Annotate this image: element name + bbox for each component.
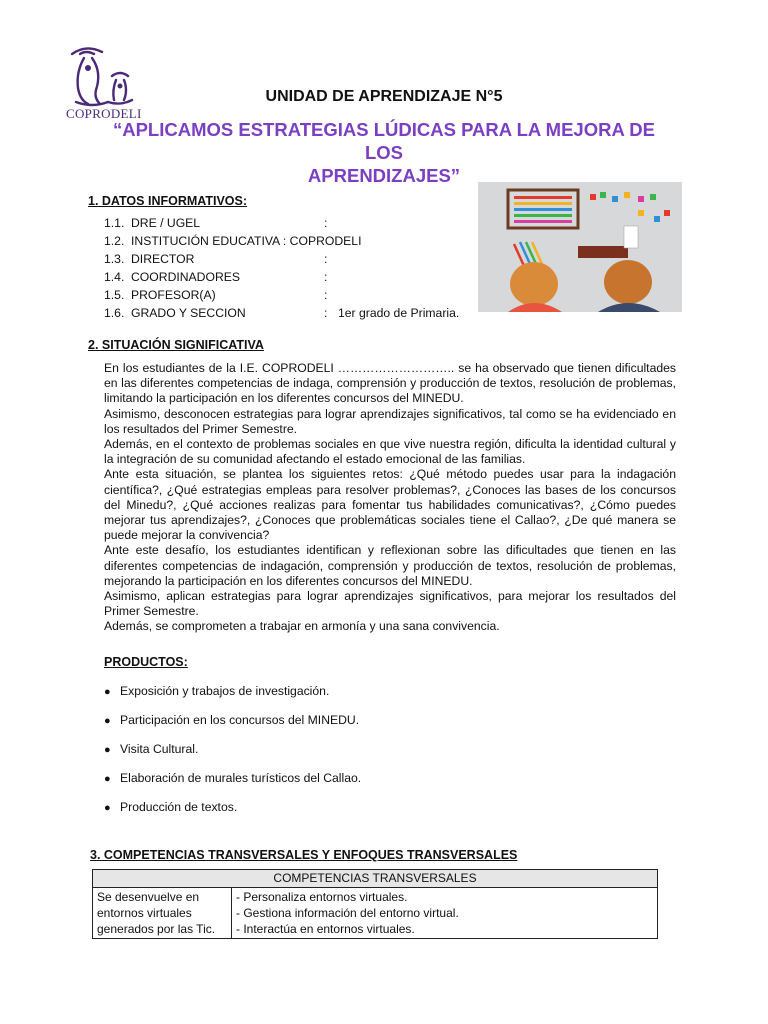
children-abacus-photo [478,182,682,312]
info-row: 1.1. DRE / UGEL : [104,216,328,230]
situation-paragraph: En los estudiantes de la I.E. COPRODELI ……………………….. se ha observado que tienen dificultades en las diferentes competencias de indaga, comprensión y producción de textos, resolución de problemas, limitando la participación en los diferentes concursos del MINEDU. [104,361,676,406]
section-1-heading: 1. DATOS INFORMATIVOS: [88,194,248,208]
situation-text [104,361,676,635]
document-title: UNIDAD DE APRENDIZAJE N°5 [265,88,503,105]
table-row [93,888,658,939]
situation-paragraph: Ante este desafío, los estudiantes identifican y reflexionan sobre las dificultades que tienen en las diferentes competencias de indagación, comprensión y producción de textos, resolución de problemas, mejorando la participación en los diferentes concursos del MINEDU. [104,543,676,588]
situation-paragraph: Ante esta situación, se plantea los siguientes retos: ¿Qué método puedes usar para la indagación científica?, ¿Qué estrategias empleas para resolver problemas?, ¿Conoces las bases de los concursos del Minedu?, ¿Qué acciones realizas para fomentar tus habilidades comunicativas?, ¿Cómo puedes mejorar tus aprendizajes?, ¿Conoces que problemáticas sociales tiene el Callao?, ¿De qué manera se puede mejorar la convivencia? [104,467,676,543]
situation-paragraph: Asimismo, aplican estrategias para lograr aprendizajes significativos, para mejorar los resultados del Primer Semestre. [104,589,676,619]
section-2-heading: 2. SITUACIÓN SIGNIFICATIVA [88,338,264,352]
bullet-icon: ● [104,686,111,698]
info-row: 1.3. DIRECTOR : [104,252,328,266]
info-row: 1.4. COORDINADORES : [104,270,328,284]
bullet-icon: ● [104,802,111,814]
info-row: 1.6. GRADO Y SECCION : 1er grado de Primaria. [104,306,460,320]
situation-paragraph: Asimismo, desconocen estrategias para lograr aprendizajes significativos, tal como se ha evidenciado en los resultados del Primer Semestre. [104,406,676,436]
list-item: ● Participación en los concursos del MINEDU. [104,713,360,727]
list-item: ● Elaboración de murales turísticos del Callao. [104,771,362,785]
subtitle-line-1: “APLICAMOS ESTRATEGIAS LÚDICAS PARA LA MEJORA DE LOS [112,119,655,163]
subtitle-line-2: APRENDIZAJES” [307,165,461,186]
situation-paragraph: Además, se comprometen a trabajar en armonía y una sana convivencia. [104,619,500,634]
table-cell-competencia: Se desenvuelve en entornos virtuales generados por las Tic. [93,888,232,939]
document-subtitle [100,118,668,187]
table-cell-capacidades: - Personaliza entornos virtuales. - Gestiona información del entorno virtual. - Interactúa en entornos virtuales. [232,888,658,939]
situation-paragraph: Además, en el contexto de problemas sociales en que vive nuestra región, dificulta la identidad cultural y la integración de su comunidad afectando el estado emocional de las familias. [104,437,676,467]
list-item: ● Producción de textos. [104,800,238,814]
info-row: 1.2. INSTITUCIÓN EDUCATIVA : COPRODELI [104,234,362,248]
bullet-icon: ● [104,773,111,785]
list-item: ● Exposición y trabajos de investigación. [104,684,330,698]
info-row: 1.5. PROFESOR(A) : [104,288,328,302]
bullet-icon: ● [104,715,111,727]
list-item: ● Visita Cultural. [104,742,199,756]
section-3-heading: 3. COMPETENCIAS TRANSVERSALES Y ENFOQUES TRANSVERSALES [90,848,518,862]
logo-text: COPRODELI [66,106,142,121]
competencias-table [92,869,658,939]
products-heading: PRODUCTOS: [104,655,188,669]
table-header: COMPETENCIAS TRANSVERSALES [93,870,658,888]
bullet-icon: ● [104,744,111,756]
